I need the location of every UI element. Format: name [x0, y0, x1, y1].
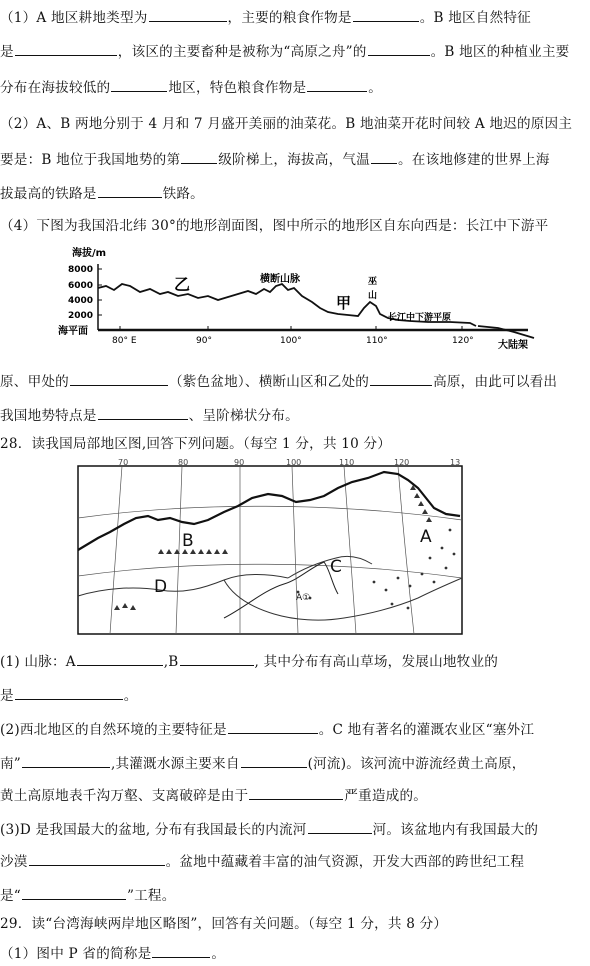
text: 河。该盆地内有我国最大的: [372, 822, 539, 838]
terrain-profile-figure: [58, 242, 548, 352]
text: 我国地势特点是: [0, 408, 97, 424]
q28-p2-line2: [0, 752, 526, 774]
text: , 其中分布有高山草场，发展山地牧业的: [254, 654, 499, 670]
label-yangtze-plain: 长江中下游平原: [388, 313, 452, 323]
text: 黄土高原地表千沟万壑、支离破碎是由于: [0, 788, 249, 804]
text: ,B: [163, 654, 179, 670]
text: (3)D 是我国最大的盆地, 分布有我国最长的内流河: [0, 822, 307, 838]
map-label-D: D: [154, 577, 168, 597]
q28-p2-line1: [0, 718, 534, 740]
lon-label: 80: [178, 458, 189, 467]
text: 级阶梯上，海拔高，气温: [218, 152, 370, 168]
map-label-C: C: [330, 557, 342, 577]
y-tick-label: 6000: [68, 281, 94, 291]
answer-blank[interactable]: [15, 684, 123, 700]
answer-blank[interactable]: [249, 784, 343, 800]
label-hengduan: 横断山脉: [260, 274, 300, 285]
q28-p3-line1: [0, 818, 538, 840]
q27-p1-line1: [0, 6, 531, 28]
q28-p1-line2: [0, 684, 138, 706]
text: 。盆地中蕴藏着丰富的油气资源，开发大西部的跨世纪工程: [165, 854, 525, 870]
text: ，该区的主要畜种是被称为“高原之舟”的: [117, 44, 367, 60]
text: （2）A、B 两地分别于 4 月和 7 月盛开美丽的油菜花。B 地油菜开花时间较 A 地迟的原因主: [0, 116, 573, 132]
q29-p1-line: [0, 942, 225, 964]
answer-blank[interactable]: [308, 818, 372, 834]
q28-p2-line3: [0, 784, 427, 806]
x-tick-label: 110°: [366, 336, 388, 346]
label-wushan: 山: [368, 291, 378, 301]
text: 、呈阶梯状分布。: [188, 408, 299, 424]
text: 严重造成的。: [344, 788, 428, 804]
map-label-B: B: [182, 531, 194, 551]
text: 原、甲处的: [0, 374, 69, 390]
text: (2)西北地区的自然环境的主要特征是: [0, 722, 227, 738]
text: 。: [211, 946, 226, 962]
q28-title: [0, 434, 391, 454]
y-tick-label: 8000: [68, 265, 94, 275]
lon-label: 120: [394, 458, 410, 467]
q27-p2-line2: [0, 148, 550, 170]
text: 。B 地区自然特征: [419, 10, 531, 26]
answer-blank[interactable]: [307, 76, 367, 92]
label-wushan: 巫: [368, 277, 378, 287]
text: （1）图中 P 省的简称是: [0, 946, 152, 962]
answer-blank[interactable]: [29, 850, 165, 866]
text: 分布在海拔较低的: [0, 80, 111, 96]
text: 。B 地区的种植业主要: [430, 44, 570, 60]
q27-p1-line2: [0, 40, 569, 62]
answer-blank[interactable]: [181, 148, 217, 164]
q29-title: [0, 914, 447, 934]
lon-label: 13: [450, 458, 461, 467]
text: 是: [0, 44, 14, 60]
y-tick-label: 4000: [68, 296, 94, 306]
label-yi: 乙: [174, 275, 191, 294]
q28-p3-line3: [0, 884, 175, 906]
answer-blank[interactable]: [98, 404, 188, 420]
y-tick-label: 2000: [68, 311, 94, 321]
text: 。: [368, 80, 383, 96]
answer-blank[interactable]: [111, 76, 167, 92]
label-jia: 甲: [336, 294, 352, 312]
china-regional-map: [74, 458, 466, 638]
text: 。C 地有著名的灌溉农业区“塞外江: [318, 722, 535, 738]
text: ，主要的粮食作物是: [227, 10, 352, 26]
map-label-A1: A①: [296, 593, 311, 603]
x-tick-label: 120°: [452, 336, 474, 346]
map-label-A: A: [420, 527, 432, 547]
text: 。在该地修建的世界上海: [397, 152, 550, 168]
map-frame: [78, 466, 462, 634]
answer-blank[interactable]: [149, 6, 227, 22]
text: 拔最高的铁路是: [0, 186, 97, 202]
q27-p4-line3: [0, 404, 299, 426]
x-tick-label: 90°: [196, 336, 212, 346]
answer-blank[interactable]: [241, 752, 307, 768]
q27-p2-line3: [0, 182, 204, 204]
x-tick-label: 100°: [280, 336, 302, 346]
text: 。: [123, 688, 138, 704]
text: 要是：B 地位于我国地势的第: [0, 152, 181, 168]
answer-blank[interactable]: [98, 182, 162, 198]
answer-blank[interactable]: [15, 40, 117, 56]
continental-shelf: [478, 326, 534, 338]
q27-p1-line3: [0, 76, 382, 98]
text: 是“: [0, 888, 21, 904]
text: （紫色盆地）、横断山区和乙处的: [168, 374, 370, 390]
label-continental-shelf: 大陆架: [498, 340, 528, 351]
lon-label: 90: [234, 458, 245, 467]
text: 高原，由此可以看出: [433, 374, 558, 390]
answer-blank[interactable]: [70, 370, 168, 386]
q27-p4-line2: [0, 370, 557, 392]
answer-blank[interactable]: [371, 148, 397, 164]
text: 铁路。: [162, 186, 204, 202]
answer-blank[interactable]: [228, 718, 318, 734]
q27-p2-line1: [0, 114, 572, 134]
answer-blank[interactable]: [370, 370, 432, 386]
answer-blank[interactable]: [353, 6, 419, 22]
text: （4）下图为我国沿北纬 30°的地形剖面图，图中所示的地形区自东向西是：长江中下游平: [0, 218, 549, 234]
y-axis-title: 海拔/m: [72, 248, 107, 259]
text: 地区，特色粮食作物是: [168, 80, 307, 96]
q27-p4-line1: [0, 216, 548, 236]
answer-blank[interactable]: [152, 942, 210, 958]
text: 29．读“台湾海峡两岸地区略图”，回答有关问题。（每空 1 分，共 8 分）: [0, 916, 448, 932]
x-tick-label: 80° E: [112, 336, 137, 346]
lon-label: 70: [118, 458, 129, 467]
answer-blank[interactable]: [368, 40, 430, 56]
text: 28．读我国局部地区图,回答下列问题。（每空 1 分，共 10 分）: [0, 436, 392, 452]
answer-blank[interactable]: [180, 650, 254, 666]
answer-blank[interactable]: [22, 752, 110, 768]
text: 是: [0, 688, 14, 704]
sea-level-label: 海平面: [58, 326, 88, 337]
text: ”工程。: [126, 888, 176, 904]
answer-blank[interactable]: [77, 650, 163, 666]
text: （1）A 地区耕地类型为: [0, 10, 148, 26]
text: ,其灌溉水源主要来自: [110, 756, 240, 772]
lon-label: 100: [286, 458, 302, 467]
lon-label: 110: [339, 458, 355, 467]
text: 南”: [0, 756, 21, 772]
q28-p1-line1: [0, 650, 498, 672]
text: (河流)。该河流中游流经黄土高原，: [307, 756, 526, 772]
answer-blank[interactable]: [22, 884, 126, 900]
text: (1) 山脉：A: [0, 654, 76, 670]
text: 沙漠: [0, 854, 28, 870]
q28-p3-line2: [0, 850, 524, 872]
